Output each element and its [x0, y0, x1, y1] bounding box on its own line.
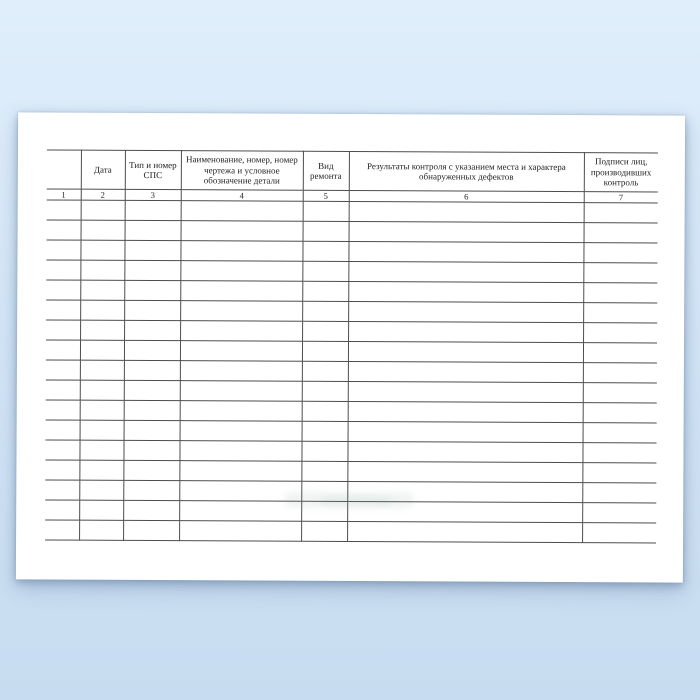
- empty-cell: [124, 360, 180, 380]
- empty-cell: [302, 381, 348, 401]
- column-header-inspection-results: Результаты контроля с указанием места и характера обнаруженных дефектов: [349, 151, 584, 191]
- empty-cell: [347, 461, 582, 482]
- empty-cell: [583, 383, 657, 403]
- empty-cell: [124, 380, 180, 400]
- empty-cell: [80, 420, 124, 440]
- empty-cell: [124, 300, 180, 320]
- column-header-sps-type-number: Тип и номер СПС: [125, 150, 181, 189]
- column-header-part-designation: Наименование, номер, номер чертежа и условное обозначение детали: [181, 151, 303, 191]
- empty-cell: [301, 521, 347, 541]
- empty-cell: [348, 401, 583, 422]
- empty-cell: [179, 481, 301, 502]
- empty-cell: [47, 200, 81, 220]
- empty-cell: [349, 221, 584, 242]
- empty-cell: [302, 281, 348, 301]
- empty-cell: [80, 280, 124, 300]
- empty-cell: [80, 340, 124, 360]
- empty-cell: [302, 421, 348, 441]
- empty-cell: [46, 360, 80, 380]
- empty-cell: [124, 260, 180, 280]
- empty-cell: [180, 361, 302, 382]
- empty-cell: [179, 501, 301, 522]
- empty-cell: [348, 301, 583, 322]
- column-header-repair-type: Вид ремонта: [303, 151, 349, 190]
- empty-cell: [583, 343, 657, 363]
- column-header-blank: [47, 150, 81, 189]
- empty-cell: [347, 521, 582, 542]
- empty-cell: [348, 421, 583, 442]
- empty-cell: [46, 420, 80, 440]
- empty-cell: [348, 381, 583, 402]
- column-number: 4: [181, 190, 303, 202]
- empty-cell: [125, 200, 181, 220]
- empty-cell: [582, 443, 656, 463]
- empty-cell: [302, 401, 348, 421]
- empty-cell: [46, 320, 80, 340]
- empty-cell: [46, 400, 80, 420]
- empty-cell: [124, 400, 180, 420]
- empty-cell: [79, 520, 123, 540]
- empty-cell: [348, 321, 583, 342]
- empty-cell: [124, 240, 180, 260]
- empty-cell: [123, 520, 179, 540]
- empty-cell: [303, 221, 349, 241]
- empty-cell: [124, 340, 180, 360]
- empty-cell: [180, 421, 302, 442]
- empty-cell: [583, 363, 657, 383]
- empty-cell: [46, 380, 80, 400]
- empty-cell: [582, 503, 656, 523]
- empty-cell: [584, 223, 658, 243]
- empty-cell: [123, 500, 179, 520]
- empty-cell: [125, 220, 181, 240]
- empty-cell: [80, 320, 124, 340]
- watermark: [321, 497, 391, 505]
- empty-cell: [180, 301, 302, 322]
- empty-cell: [180, 281, 302, 302]
- empty-cell: [80, 360, 124, 380]
- empty-cell: [301, 461, 347, 481]
- empty-cell: [348, 241, 583, 262]
- empty-cell: [123, 460, 179, 480]
- column-number: 3: [125, 189, 181, 200]
- empty-cell: [79, 480, 123, 500]
- empty-cell: [180, 321, 302, 342]
- empty-cell: [79, 440, 123, 460]
- empty-cell: [180, 341, 302, 362]
- empty-cell: [582, 483, 656, 503]
- column-number: 1: [47, 189, 81, 200]
- empty-cell: [302, 261, 348, 281]
- empty-cell: [180, 261, 302, 282]
- empty-cell: [348, 341, 583, 362]
- empty-cell: [180, 241, 302, 262]
- empty-cell: [348, 261, 583, 282]
- column-header-signatures: Подписи лиц, производивших контроль: [584, 153, 658, 192]
- empty-cell: [123, 440, 179, 460]
- empty-cell: [583, 323, 657, 343]
- empty-cell: [179, 441, 301, 462]
- empty-cell: [302, 301, 348, 321]
- empty-cell: [46, 260, 80, 280]
- empty-cell: [302, 241, 348, 261]
- column-number: 2: [81, 189, 125, 200]
- empty-cell: [45, 520, 79, 540]
- empty-cell: [348, 281, 583, 302]
- empty-cell: [46, 340, 80, 360]
- empty-cell: [302, 341, 348, 361]
- empty-cell: [180, 401, 302, 422]
- column-number: 6: [349, 190, 584, 202]
- empty-cell: [181, 201, 303, 222]
- empty-cell: [180, 381, 302, 402]
- empty-cell: [46, 280, 80, 300]
- empty-cell: [46, 300, 80, 320]
- empty-cell: [181, 221, 303, 242]
- empty-cell: [81, 220, 125, 240]
- empty-cell: [303, 201, 349, 221]
- empty-cell: [349, 201, 584, 222]
- header-row: [47, 150, 658, 192]
- empty-cell: [583, 243, 657, 263]
- empty-cell: [45, 480, 79, 500]
- column-header-date: Дата: [81, 150, 125, 189]
- empty-cell: [584, 203, 658, 223]
- empty-cell: [81, 200, 125, 220]
- empty-cell: [302, 361, 348, 381]
- empty-cell: [80, 400, 124, 420]
- column-number: 7: [584, 192, 658, 203]
- defects-log-table: [45, 150, 658, 544]
- empty-cell: [347, 441, 582, 462]
- empty-cell: [302, 321, 348, 341]
- empty-cell: [583, 423, 657, 443]
- empty-cell: [124, 280, 180, 300]
- empty-cell: [46, 240, 80, 260]
- empty-cell: [583, 283, 657, 303]
- empty-cell: [79, 460, 123, 480]
- empty-cell: [80, 260, 124, 280]
- empty-cell: [582, 463, 656, 483]
- empty-cell: [124, 320, 180, 340]
- empty-cell: [45, 440, 79, 460]
- empty-cell: [583, 263, 657, 283]
- empty-cell: [80, 300, 124, 320]
- empty-cell: [80, 240, 124, 260]
- empty-cell: [583, 303, 657, 323]
- empty-cell: [123, 480, 179, 500]
- empty-cell: [179, 461, 301, 482]
- empty-cell: [45, 460, 79, 480]
- empty-cell: [348, 361, 583, 382]
- empty-cell: [124, 420, 180, 440]
- empty-cell: [47, 220, 81, 240]
- empty-cell: [583, 403, 657, 423]
- paper-sheet: [16, 112, 685, 582]
- column-number: 5: [303, 190, 349, 201]
- empty-cell: [79, 500, 123, 520]
- empty-cell: [582, 523, 656, 543]
- empty-cell: [45, 500, 79, 520]
- table-row: [45, 520, 656, 543]
- empty-cell: [80, 380, 124, 400]
- empty-cell: [301, 441, 347, 461]
- empty-cell: [179, 521, 301, 542]
